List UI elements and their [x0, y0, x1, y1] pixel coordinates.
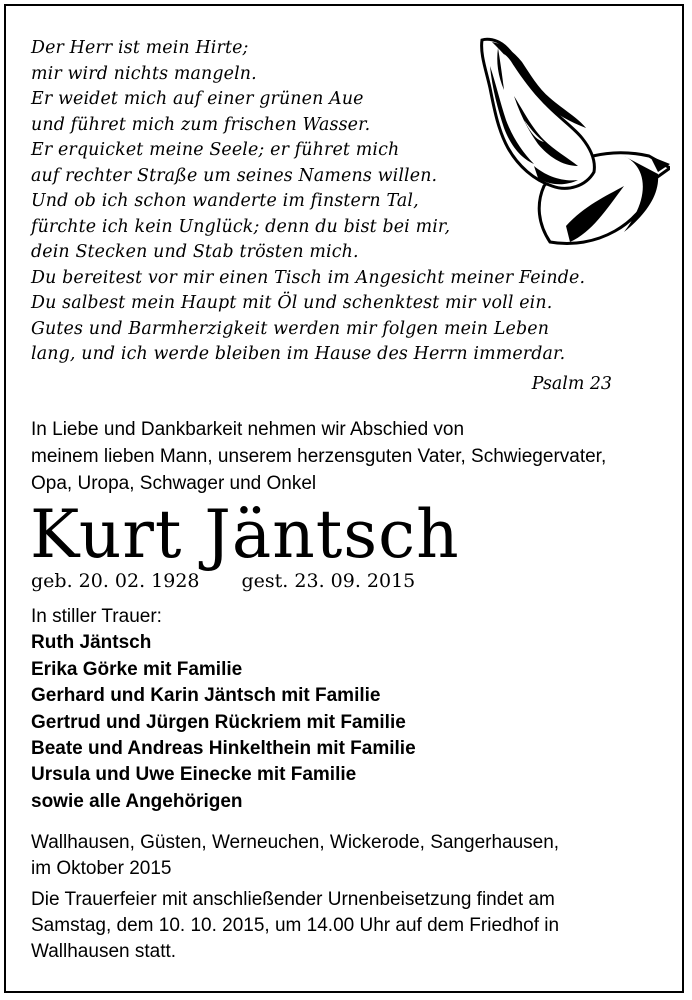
funeral-service-info	[31, 887, 559, 965]
psalm-line: Der Herr ist mein Hirte;	[31, 38, 249, 58]
mourner-name: Beate und Andreas Hinkelthein mit Familie	[31, 738, 416, 760]
death-date: gest. 23. 09. 2015	[241, 570, 416, 592]
birth-date: geb. 20. 02. 1928	[31, 570, 200, 592]
psalm-line: Du bereitest vor mir einen Tisch im Angesicht meiner Feinde.	[31, 267, 586, 288]
psalm-line: lang, und ich werde bleiben im Hause des Herrn immerdar.	[31, 344, 566, 364]
service-line: Samstag, dem 10. 10. 2015, um 14.00 Uhr auf dem Friedhof in	[31, 915, 560, 936]
mourner-name: Erika Görke mit Familie	[31, 658, 243, 680]
mourners-list	[31, 604, 416, 815]
mourners-label: In stiller Trauer:	[31, 606, 162, 627]
praying-hands-icon	[474, 36, 670, 250]
mourner-name: sowie alle Angehörigen	[31, 790, 243, 812]
mourner-name: Gerhard und Karin Jäntsch mit Familie	[31, 685, 381, 707]
places-line: im Oktober 2015	[31, 858, 172, 879]
psalm-line: auf rechter Straße um seines Namens willen.	[31, 165, 438, 186]
psalm-line: dein Stecken und Stab trösten mich.	[31, 242, 359, 262]
psalm-line: Und ob ich schon wanderte im finstern Tal,	[31, 191, 419, 211]
places-and-date	[31, 830, 559, 882]
psalm-line: Er weidet mich auf einer grünen Aue	[31, 89, 364, 109]
psalm-line: Er erquicket meine Seele; er führet mich	[31, 140, 400, 160]
intro-line: meinem lieben Mann, unserem herzensguten Vater, Schwiegervater,	[31, 446, 607, 467]
mourner-name: Ruth Jäntsch	[31, 632, 152, 654]
mourner-name: Gertrud und Jürgen Rückriem mit Familie	[31, 711, 406, 733]
places-line: Wallhausen, Güsten, Werneuchen, Wickerode, Sangerhausen,	[31, 832, 560, 853]
service-line: Die Trauerfeier mit anschließender Urnenbeisetzung findet am	[31, 889, 555, 910]
service-line: Wallhausen statt.	[31, 941, 177, 962]
deceased-name: Kurt Jäntsch	[30, 496, 460, 573]
psalm-reference: Psalm 23	[531, 374, 612, 394]
life-dates	[31, 568, 415, 595]
psalm-line: Du salbest mein Haupt mit Öl und schenktest mir voll ein.	[31, 293, 553, 313]
farewell-intro	[31, 416, 606, 497]
psalm-line: Gutes und Barmherzigkeit werden mir folgen mein Leben	[31, 318, 550, 339]
psalm-line: mir wird nichts mangeln.	[31, 63, 257, 84]
psalm-line: fürchte ich kein Unglück; denn du bist bei mir,	[31, 216, 451, 237]
mourner-name: Ursula und Uwe Einecke mit Familie	[31, 764, 357, 786]
intro-line: Opa, Uropa, Schwager und Onkel	[31, 473, 317, 494]
psalm-line: und führet mich zum frischen Wasser.	[31, 114, 371, 135]
intro-line: In Liebe und Dankbarkeit nehmen wir Abschied von	[31, 419, 465, 440]
